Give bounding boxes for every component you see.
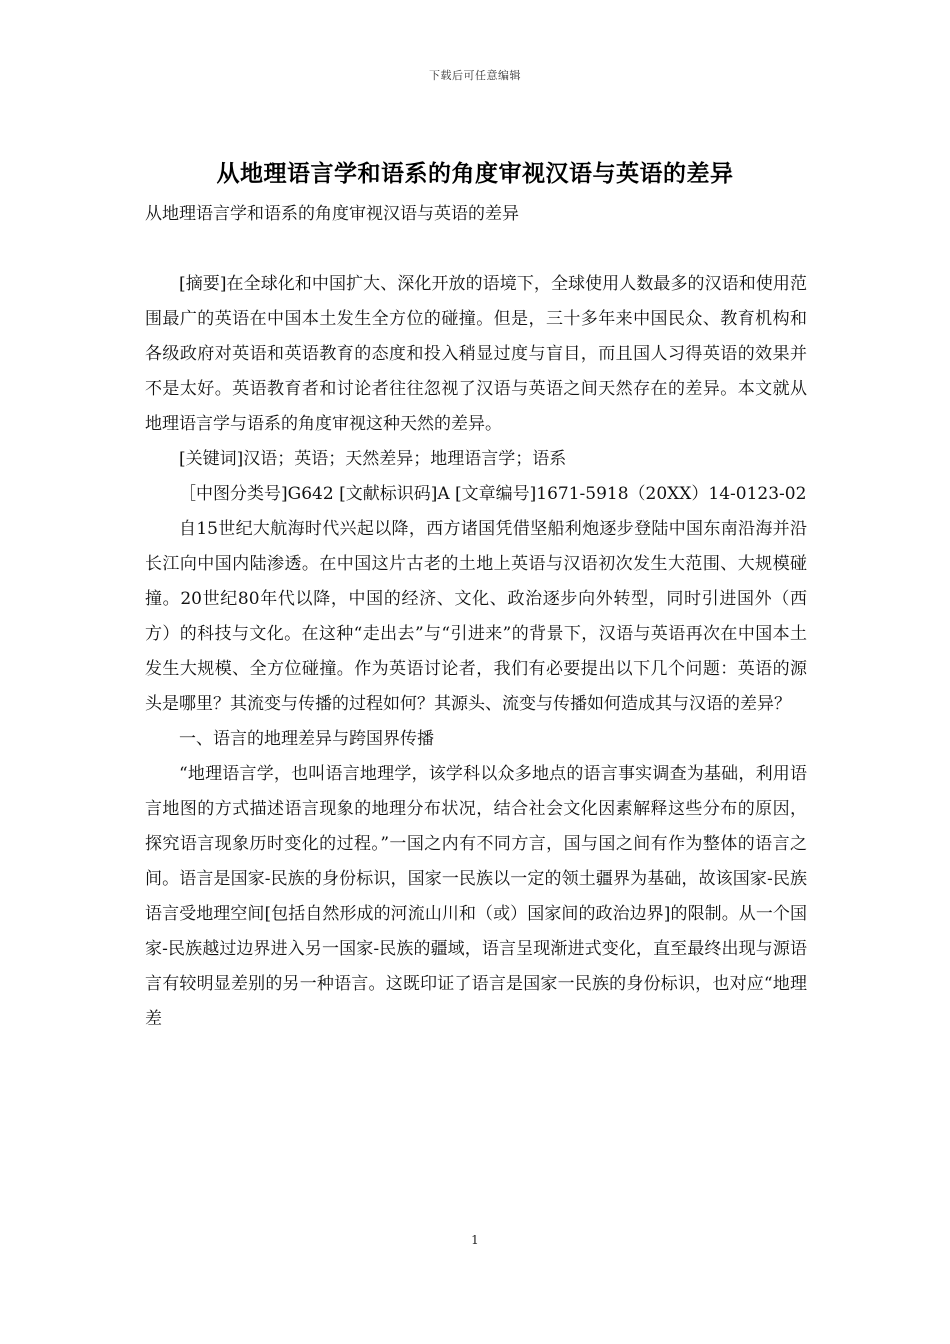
keywords-paragraph: [关键词]汉语；英语；天然差异；地理语言学；语系 bbox=[179, 449, 567, 469]
section-heading: 一、语言的地理差异与跨国界传播 bbox=[179, 729, 434, 749]
body-paragraph: 自15世纪大航海时代兴起以降，西方诸国凭借坚船利炮逐步登陆中国东南沿海并沿长江向中国内陆渗透。在中国这片古老的土地上英语与汉语初次发生大范围、大规模碰撞。20世纪80年代以降，中国的经济、文化、政治逐步向外转型，同时引进国外（西方）的科技与文化。在这种“走出去”与“引进来”的背景下，汉语与英语再次在中国本土发生大规模、全方位碰撞。作为英语讨论者，我们有必要提出以下几个问题：英语的源头是哪里？其流变与传播的过程如何？其源头、流变与传播如何造成其与汉语的差异？ bbox=[145, 519, 807, 714]
page-number: 1 bbox=[471, 1233, 479, 1247]
document-subtitle: 从地理语言学和语系的角度审视汉语与英语的差异 bbox=[145, 204, 519, 224]
body-paragraph: “地理语言学，也叫语言地理学，该学科以众多地点的语言事实调查为基础，利用语言地图的方式描述语言现象的地理分布状况，结合社会文化因素解释这些分布的原因，探究语言现象历时变化的过程。”一国之内有不同方言，国与国之间有作为整体的语言之间。语言是国家-民族的身份标识，国家一民族以一定的领土疆界为基础，故该国家-民族语言受地理空间[包括自然形成的河流山川和（或）国家间的政治边界]的限制。从一个国家-民族越过边界进入另一国家-民族的疆域，语言呈现渐进式变化，直至最终出现与源语言有较明显差别的另一种语言。这既印证了语言是国家一民族的身份标识，也对应“地理差 bbox=[145, 764, 807, 1029]
classification-paragraph: ［中图分类号]G642 [文献标识码]A [文章编号]1671-5918（20XX）14-0123-02 bbox=[179, 484, 807, 504]
abstract-paragraph: [摘要]在全球化和中国扩大、深化开放的语境下，全球使用人数最多的汉语和使用范围最广的英语在中国本土发生全方位的碰撞。但是，三十多年来中国民众、教育机构和各级政府对英语和英语教育的态度和投入稍显过度与盲目，而且国人习得英语的效果并不是太好。英语教育者和讨论者往往忽视了汉语与英语之间天然存在的差异。本文就从地理语言学与语系的角度审视这种天然的差异。 bbox=[145, 274, 807, 434]
document-body bbox=[145, 197, 807, 1037]
page-header-note: 下载后可任意编辑 bbox=[429, 69, 521, 82]
document-title: 从地理语言学和语系的角度审视汉语与英语的差异 bbox=[216, 160, 734, 187]
